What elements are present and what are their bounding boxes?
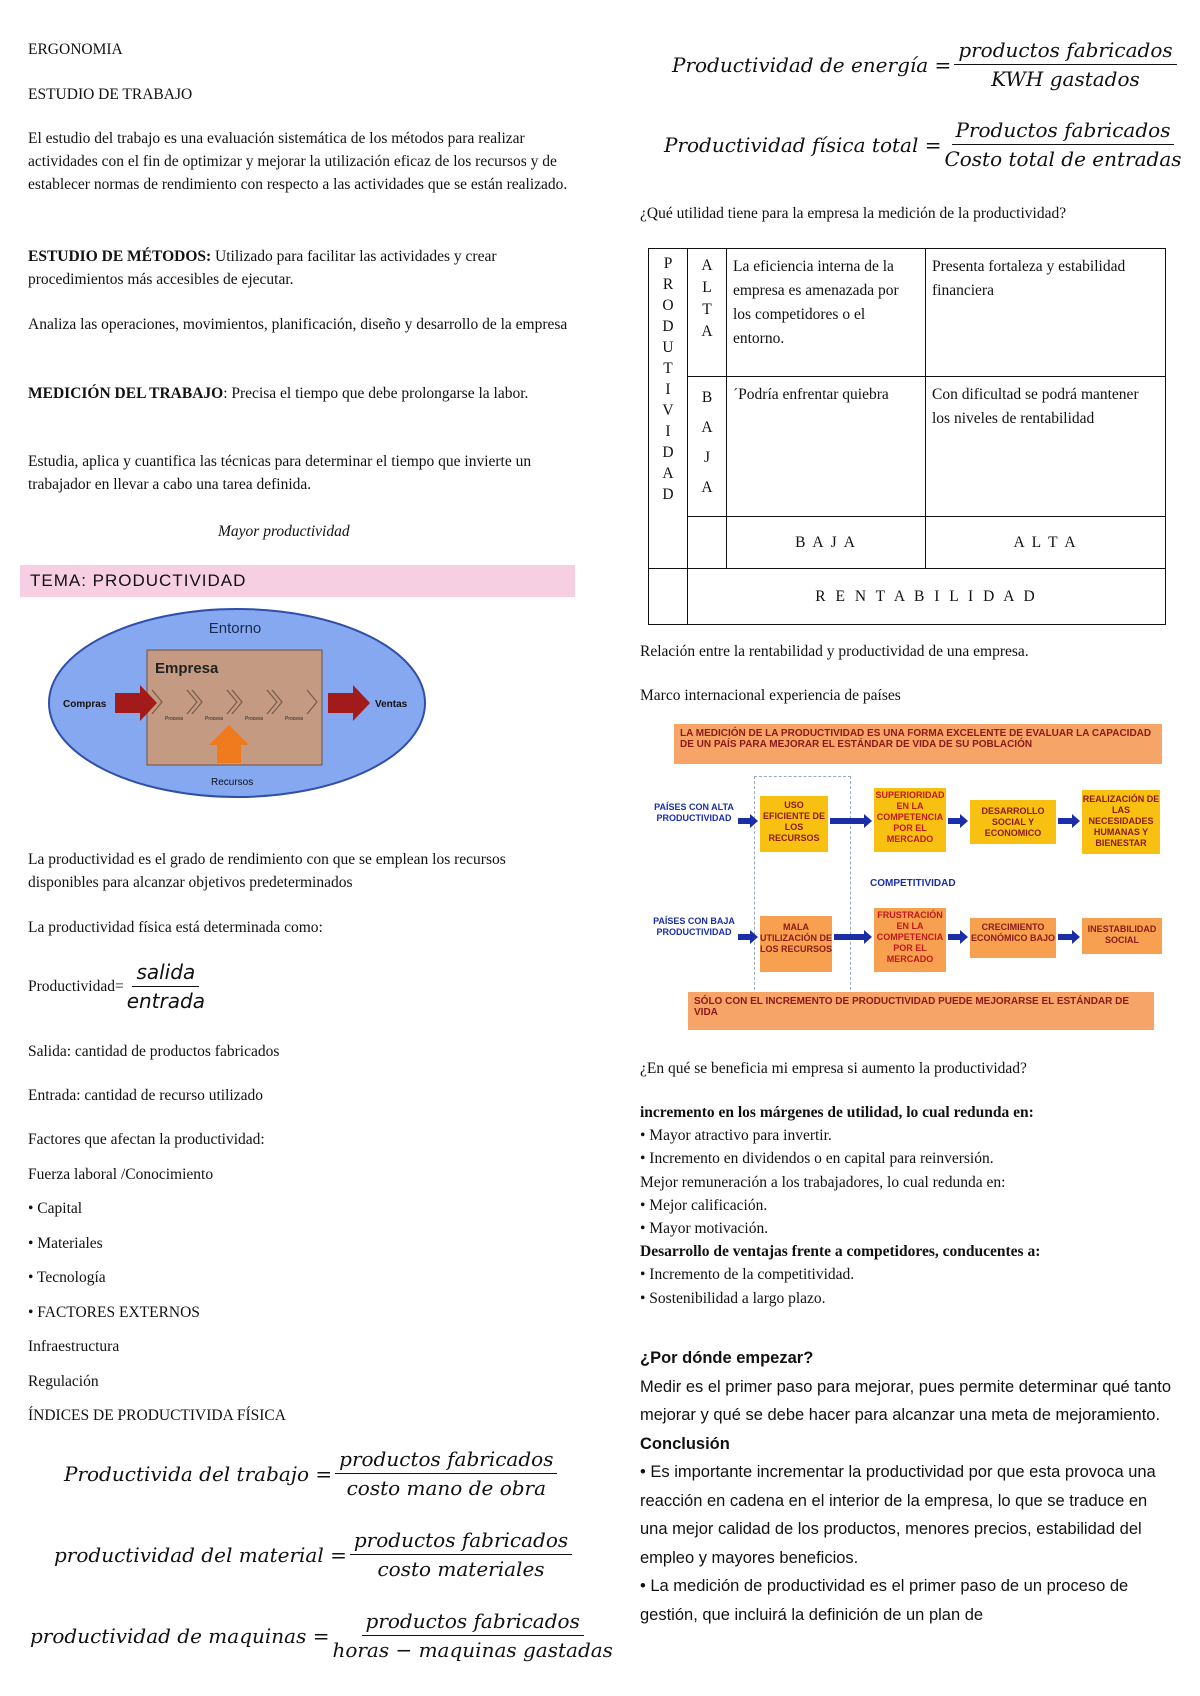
entorno-diagram — [45, 605, 430, 800]
list-item: Mejor remuneración a los trabajadores, lo cual redunda en: — [640, 1173, 1006, 1191]
paragraph: Medir es el primer paso para mejorar, pues permite determinar qué tanto mejorar y qué se debe hacer para alcanzar una meta de mejoramiento. — [640, 1377, 1172, 1424]
formula-fisica-total — [664, 116, 1182, 173]
question: ¿En qué se beneficia mi empresa si aumento la productividad? — [640, 1060, 1027, 1077]
list-item: • Incremento en dividendos o en capital para reinversión. — [640, 1150, 994, 1168]
empresa-label: Empresa — [155, 660, 219, 677]
list-item: • FACTORES EXTERNOS — [28, 1304, 200, 1321]
formula-lhs: productividad del material = — [54, 1542, 347, 1567]
question: ¿Qué utilidad tiene para la empresa la medición de la productividad? — [640, 205, 1067, 222]
row-label-alta: A L T A — [688, 249, 727, 377]
list-item: • Mayor atractivo para invertir. — [640, 1127, 832, 1145]
formula-denominator: costo mano de obra — [346, 1476, 547, 1500]
vertical-axis-productividad: P R O D U T I V I D A D — [649, 249, 688, 569]
box-desarrollo: DESARROLLO SOCIAL Y ECONOMICO — [970, 800, 1056, 844]
formula-denominator: Costo total de entradas — [944, 147, 1182, 171]
list-item: • Incremento de la competitividad. — [640, 1266, 855, 1284]
doc-title: ERGONOMIA — [28, 41, 123, 58]
box-frustracion: FRUSTRACIÓN EN LA COMPETENCIA POR EL MERCADO — [874, 908, 946, 972]
formula-numerator: salida — [132, 958, 199, 987]
paragraph-medicion — [28, 382, 568, 405]
paragraph: • Es importante incrementar la productividad por que esta provoca una reacción en cadena en el interior de la empresa, lo que se traduce en una mejor calidad de los productos, menores precios, estabilidad del empleo y mayores beneficios. — [640, 1463, 1156, 1567]
proceso-label: Proceso — [245, 716, 264, 722]
ventas-label: Ventas — [375, 699, 408, 710]
paragraph: Estudia, aplica y cuantifica las técnicas para determinar el tiempo que invierte un trabajador en llevar a cabo una tarea definida. — [28, 453, 532, 493]
formula-lhs: Productividad física total = — [664, 132, 942, 157]
box-superioridad: SUPERIORIDAD EN LA COMPETENCIA POR EL MERCADO — [874, 788, 946, 852]
proceso-label: Proceso — [165, 716, 184, 722]
col-label-baja: B A J A — [727, 517, 926, 569]
formula-numerator: productos fabricados — [335, 1445, 557, 1474]
paragraph-metodos — [28, 245, 568, 291]
paises-flow-diagram — [644, 724, 1164, 1032]
topic-banner: TEMA: PRODUCTIVIDAD — [20, 565, 575, 597]
bold-term: MEDICIÓN DEL TRABAJO — [28, 385, 224, 402]
section-heading: ESTUDIO DE TRABAJO — [28, 86, 193, 103]
paragraph: Factores que afectan la productividad: — [28, 1131, 265, 1148]
paragraph: El estudio del trabajo es una evaluación sistemática de los métodos para realizar actividades con el fin de optimizar y mejorar la utilización eficaz de los recursos y de establecer normas de rendimiento con respecto a las actividades que se están realizado. — [28, 130, 568, 193]
formula-lhs: Productivida del trabajo = — [64, 1461, 333, 1486]
recursos-label: Recursos — [211, 777, 254, 788]
box-inestabilidad: INESTABILIDAD SOCIAL — [1082, 918, 1162, 954]
formula-numerator: productos fabricados — [954, 36, 1176, 65]
list-item: • Capital — [28, 1200, 83, 1217]
box-realizacion: REALIZACIÓN DE LAS NECESIDADES HUMANAS Y BIENESTAR — [1082, 790, 1160, 854]
banner-top: LA MEDICIÓN DE LA PRODUCTIVIDAD ES UNA FORMA EXCELENTE DE EVALUAR LA CAPACIDAD DE UN PAÍS PARA MEJORAR EL ESTÁNDAR DE VIDA DE SU POBLACIÓN — [674, 724, 1162, 764]
benefit-heading: Desarrollo de ventajas frente a competidores, conducentes a: — [640, 1243, 1041, 1261]
bold-term: ESTUDIO DE MÉTODOS: — [28, 248, 212, 265]
horizontal-axis-rentabilidad: R E N T A B I L I D A D — [688, 569, 1166, 625]
box-uso-eficiente: USO EFICIENTE DE LOS RECURSOS — [760, 796, 828, 852]
benefits-list — [640, 1101, 1160, 1310]
formula-numerator: Productos fabricados — [952, 116, 1175, 145]
paragraph: La productividad es el grado de rendimiento con que se emplean los recursos disponibles para alcanzar objetivos predeterminados — [28, 851, 506, 891]
row-label-baja: B A J A — [688, 377, 727, 517]
heading-empezar: ¿Por dónde empezar? — [640, 1349, 814, 1367]
box-crecimiento: CRECIMIENTO ECONÓMICO BAJO — [970, 918, 1056, 958]
label-baja-productividad: PAÍSES CON BAJA PRODUCTIVIDAD — [653, 916, 735, 937]
formula-numerator: productos fabricados — [350, 1526, 572, 1555]
paragraph: Salida: cantidad de productos fabricados — [28, 1043, 280, 1060]
formula-trabajo — [64, 1445, 557, 1502]
closing-section — [640, 1344, 1175, 1629]
list-item: • Tecnología — [28, 1269, 106, 1286]
box-mala-utilizacion: MALA UTILIZACIÓN DE LOS RECURSOS — [760, 916, 832, 972]
entorno-label: Entorno — [208, 620, 262, 637]
cell-baja-baja: ´Podría enfrentar quiebra — [727, 377, 926, 517]
section-heading: ÍNDICES DE PRODUCTIVIDA FÍSICA — [28, 1407, 286, 1424]
col-label-alta: A L T A — [926, 517, 1166, 569]
formula-energia — [672, 36, 1177, 93]
label-competitividad: COMPETITIVIDAD — [870, 878, 956, 889]
formula-material — [54, 1526, 572, 1583]
caption: Mayor productividad — [218, 523, 350, 540]
cell-baja-alta: Con dificultad se podrá mantener los niveles de rentabilidad — [926, 377, 1166, 517]
paragraph: La productividad física está determinada como: — [28, 919, 323, 936]
paragraph: Entrada: cantidad de recurso utilizado — [28, 1087, 263, 1104]
paragraph: Analiza las operaciones, movimientos, planificación, diseño y desarrollo de la empresa — [28, 316, 568, 333]
formula-denominator: entrada — [126, 989, 205, 1013]
list-item: Infraestructura — [28, 1338, 120, 1355]
formula-maquinas — [30, 1607, 613, 1664]
text: : Precisa el tiempo que debe prolongarse la labor. — [223, 385, 529, 402]
cell-alta-baja: La eficiencia interna de la empresa es amenazada por los competidores o el entorno. — [727, 249, 926, 377]
formula-lhs: Productividad= — [28, 977, 124, 995]
list-item: Fuerza laboral /Conocimiento — [28, 1166, 214, 1183]
formula-denominator: KWH gastados — [991, 67, 1140, 91]
list-item: • Mejor calificación. — [640, 1196, 768, 1214]
productividad-rentabilidad-matrix — [648, 248, 1166, 625]
paragraph: Marco internacional experiencia de países — [640, 687, 901, 704]
proceso-label: Proceso — [285, 716, 304, 722]
list-item: • Sostenibilidad a largo plazo. — [640, 1289, 826, 1307]
text: Utilizado para facilitar las actividades y crear procedimientos más accesibles de ejecutar. — [28, 248, 497, 288]
flow-arrows — [644, 724, 1164, 1032]
formula-denominator: costo materiales — [377, 1557, 545, 1581]
formula-productividad — [28, 958, 205, 1015]
cell-alta-alta: Presenta fortaleza y estabilidad financiera — [926, 249, 1166, 377]
paragraph: • La medición de productividad es el primer paso de un proceso de gestión, que incluirá la definición de un plan de — [640, 1577, 1129, 1624]
formula-denominator: horas − maquinas gastadas — [332, 1638, 613, 1662]
heading-conclusion: Conclusión — [640, 1434, 730, 1453]
formula-lhs: productividad de maquinas = — [30, 1623, 330, 1648]
list-item: • Mayor motivación. — [640, 1220, 769, 1238]
formula-numerator: productos fabricados — [362, 1607, 584, 1636]
formula-lhs: Productividad de energía = — [672, 52, 952, 77]
list-item: • Materiales — [28, 1235, 103, 1252]
compras-label: Compras — [63, 699, 107, 710]
benefit-heading: incremento en los márgenes de utilidad, lo cual redunda en: — [640, 1104, 1034, 1121]
proceso-label: Proceso — [205, 716, 224, 722]
label-alta-productividad: PAÍSES CON ALTA PRODUCTIVIDAD — [654, 802, 734, 823]
caption: Relación entre la rentabilidad y productividad de una empresa. — [640, 643, 1029, 660]
list-item: Regulación — [28, 1373, 99, 1390]
banner-bottom: SÓLO CON EL INCREMENTO DE PRODUCTIVIDAD PUEDE MEJORARSE EL ESTÁNDAR DE VIDA — [688, 992, 1154, 1030]
